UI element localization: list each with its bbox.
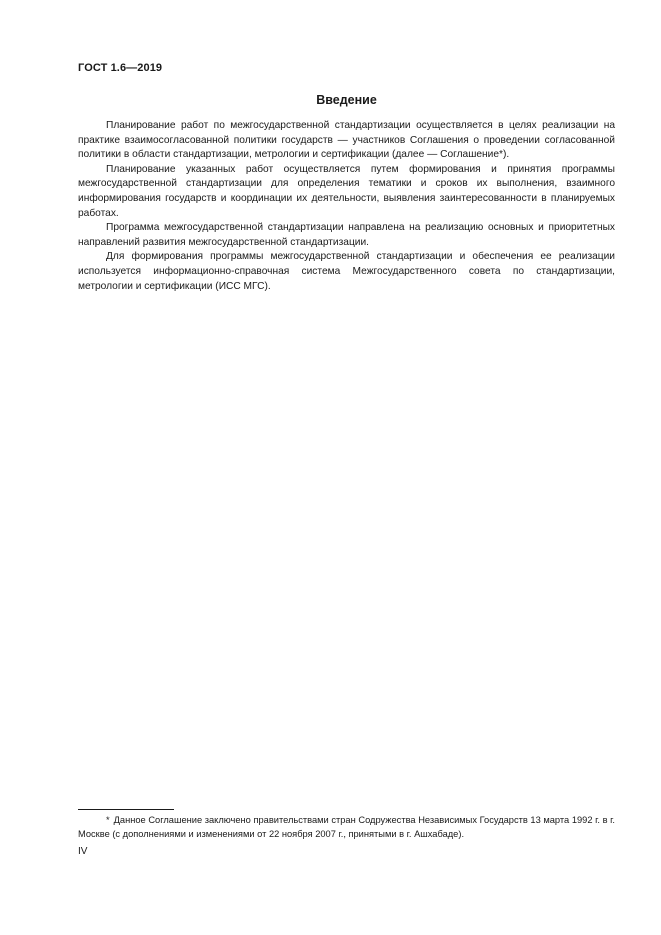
footnote-text: Данное Соглашение заключено правительствами стран Содружества Независимых Государств 13 марта 1992 г. в г. Москве (с дополнениями и изменениями от 22 ноября 2007 г., принятыми в г. Ашхабаде). [78, 815, 615, 839]
paragraph-4: Для формирования программы межгосударственной стандартизации и обеспечения ее реализации используется информационно-справочная система Межгосударственного совета по стандартизации, метрологии и сертификации (ИСС МГС). [78, 251, 615, 292]
paragraph-3: Программа межгосударственной стандартизации направлена на реализацию основных и приоритетных направлений развития межгосударственной стандартизации. [78, 222, 615, 248]
paragraph-1: Планирование работ по межгосударственной стандартизации осуществляется в целях реализации на практике взаимосогласованной политики государств — участников Соглашения о проведении согласованной политики в области стандартизации, метрологии и сертификации (далее — Соглашение*). [78, 120, 615, 161]
paragraph-2: Планирование указанных работ осуществляется путем формирования и принятия программы межгосударственной стандартизации для определения тематики и сроков их выполнения, взаимного информирования государств и координации их деятельности, выявления заинтересованности в планируемых работах. [78, 163, 615, 219]
footnote-marker: * [106, 815, 110, 825]
section-title: Введение [316, 93, 377, 107]
standard-code-header: ГОСТ 1.6—2019 [78, 62, 163, 74]
page-number: IV [78, 846, 88, 857]
footnote-divider [78, 809, 174, 810]
introduction-body [78, 119, 615, 294]
footnote [78, 813, 615, 841]
